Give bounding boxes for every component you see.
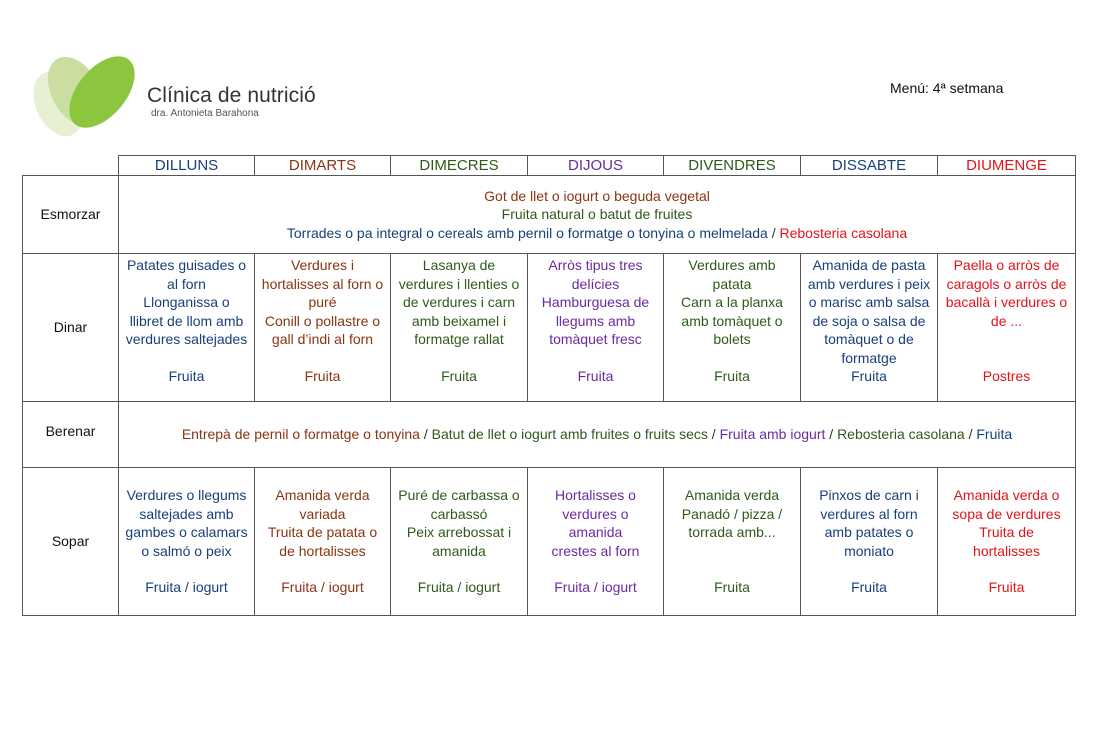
breakfast-separator: / (771, 224, 776, 241)
breakfast-cell (119, 176, 1076, 254)
meal-line: carbassó (430, 505, 488, 522)
row-label-lunch: Dinar (23, 254, 119, 402)
snack-row (23, 402, 1076, 468)
meal-line: verdures i llenties o (398, 275, 520, 292)
dessert-line: Fruita (714, 367, 750, 384)
meal-line: o marisc amb salsa (808, 294, 930, 310)
meal-line: Peix arrebossat i (406, 524, 512, 540)
meal-line: saltejades amb (139, 505, 234, 522)
breakfast-row (23, 176, 1076, 254)
meal-line: Amanida verda o (953, 487, 1060, 503)
snack-option: Entrepà de pernil o formatge o tonyina (181, 426, 420, 443)
dessert-line: Fruita / iogurt (145, 579, 228, 595)
meal-line: sopa de verdures (952, 505, 1061, 522)
leaf-logo (28, 52, 138, 138)
meal-line: llibret de llom amb (129, 312, 244, 329)
lunch-cell-thursday (528, 254, 664, 402)
meal-line: verdures al forn (820, 505, 918, 522)
dessert-line: Fruita (714, 579, 750, 595)
meal-line: Puré de carbassa o (398, 487, 520, 503)
meal-line: verdures o (562, 505, 629, 522)
snack-separator: / (964, 426, 977, 443)
snack-cell (119, 402, 1076, 468)
meal-line: llegums amb (555, 312, 636, 329)
day-header-saturday: DISSABTE (801, 156, 938, 176)
meal-line: amb beixamel i (411, 312, 507, 329)
lunch-row (23, 254, 1076, 402)
meal-line: Hamburguesa de (541, 294, 650, 310)
meal-line: Carn a la planxa (681, 294, 783, 310)
dinner-cell-thursday (528, 468, 664, 616)
meal-line: formatge rallat (414, 331, 504, 347)
dessert-line: Postres (982, 368, 1031, 384)
meal-line: crestes al forn (551, 542, 640, 559)
row-label-breakfast: Esmorzar (23, 176, 119, 254)
menu-week-title: Menú: 4ª setmana (890, 80, 1004, 96)
meal-line: Paella o arròs de (953, 257, 1060, 273)
meal-line: Truita de patata o (267, 524, 378, 540)
weekly-menu-table (22, 155, 1076, 616)
meal-line: patata (712, 275, 752, 292)
day-header-tuesday: DIMARTS (255, 156, 391, 176)
meal-line: al forn (167, 275, 206, 292)
meal-line: de ... (990, 312, 1023, 329)
meal-line: Verdures i (290, 257, 355, 273)
day-header-monday: DILLUNS (119, 156, 255, 176)
meal-line: Verdures o llegums (126, 487, 247, 503)
meal-line: verdures saltejades (125, 331, 248, 347)
meal-line: formatge (841, 349, 897, 366)
snack-option: Fruita (976, 426, 1013, 443)
dinner-cell-monday (119, 468, 255, 616)
meal-line: Amanida verda (275, 487, 370, 503)
dinner-cell-wednesday (391, 468, 528, 616)
dessert-line: Fruita (851, 579, 887, 595)
breakfast-line-2: Fruita natural o batut de fruites (501, 206, 693, 223)
meal-line: de soja o salsa de (812, 312, 926, 329)
meal-line: amb patates o (824, 524, 914, 540)
meal-line: hortalisses (973, 542, 1040, 559)
meal-line: caragols o arròs de (946, 275, 1067, 292)
lunch-cell-wednesday (391, 254, 528, 402)
dessert-line: Fruita (988, 579, 1025, 595)
meal-line: Patates guisades o (126, 257, 247, 273)
day-header-thursday: DIJOUS (528, 156, 664, 176)
dinner-cell-friday (664, 468, 801, 616)
meal-line: bolets (713, 331, 751, 347)
dessert-line: Fruita (441, 367, 477, 384)
lunch-cell-sunday (938, 254, 1076, 402)
day-header-friday: DIVENDRES (664, 156, 801, 176)
meal-line: puré (308, 294, 337, 310)
lunch-cell-friday (664, 254, 801, 402)
meal-line: Panadó / pizza / (681, 505, 783, 522)
dessert-line: Fruita / iogurt (281, 579, 364, 595)
meal-line: o salmó o peix (141, 542, 232, 559)
meal-line: Llonganissa o (143, 294, 230, 310)
meal-line: Amanida de pasta (812, 257, 926, 273)
meal-line: de hortalisses (279, 542, 366, 559)
meal-line: gambes o calamars (125, 524, 248, 540)
meal-line: hortalisses al forn o (261, 275, 384, 292)
meal-line: amb verdures i peix (807, 275, 931, 292)
corner-cell (23, 156, 119, 176)
meal-line: tomàquet fresc (549, 331, 642, 347)
lunch-cell-tuesday (255, 254, 391, 402)
meal-line: Lasanya de (422, 257, 496, 273)
days-header-row (23, 156, 1076, 176)
meal-line: Pinxos de carn i (819, 487, 919, 503)
meal-line: amanida (432, 542, 486, 559)
meal-line: amb tomàquet o (681, 312, 783, 329)
meal-line: Arròs tipus tres (548, 257, 643, 273)
meal-line: delícies (571, 275, 620, 292)
doctor-name: dra. Antonieta Barahona (151, 108, 259, 119)
dessert-line: Fruita / iogurt (417, 579, 501, 595)
dessert-line: Fruita (577, 367, 614, 384)
meal-line (670, 542, 794, 561)
clinic-name: Clínica de nutrició (147, 84, 316, 107)
meal-line: de verdures i carn (402, 294, 516, 310)
dessert-line: Fruita (851, 368, 887, 384)
meal-line: Verdures amb (688, 257, 776, 273)
row-label-snack: Berenar (23, 402, 119, 468)
dessert-line: Fruita (168, 367, 205, 384)
meal-line: moniato (844, 542, 894, 559)
breakfast-line-3-pastry: Rebosteria casolana (779, 224, 908, 241)
day-header-wednesday: DIMECRES (391, 156, 528, 176)
meal-line: Amanida verda (684, 487, 780, 503)
snack-separator: / (825, 426, 838, 443)
snack-separator: / (419, 426, 432, 443)
meal-line: Hortalisses o (555, 487, 636, 503)
breakfast-line-3 (119, 224, 1075, 243)
dinner-row (23, 468, 1076, 616)
lunch-cell-monday (119, 254, 255, 402)
dinner-cell-saturday (801, 468, 938, 616)
meal-line: tomàquet o de (824, 331, 914, 347)
snack-option: Batut de llet o iogurt amb fruites o fruits secs (431, 426, 708, 443)
snack-option: Fruita amb iogurt (719, 426, 826, 443)
meal-line: torrada amb... (688, 524, 776, 540)
meal-line: bacallà i verdures o (945, 294, 1068, 310)
dessert-line: Fruita (304, 367, 341, 384)
dessert-line: Fruita / iogurt (554, 579, 637, 595)
meal-line: Truita de (979, 524, 1034, 540)
breakfast-line-3-main: Torrades o pa integral o cereals amb pernil o formatge o tonyina o melmelada (286, 224, 768, 241)
dinner-cell-sunday (938, 468, 1076, 616)
snack-separator: / (707, 426, 720, 443)
meal-line: variada (299, 505, 346, 522)
row-label-dinner: Sopar (23, 468, 119, 616)
snack-option: Rebosteria casolana (837, 426, 965, 443)
lunch-cell-saturday (801, 254, 938, 402)
meal-line: gall d’indi al forn (271, 331, 374, 347)
dinner-cell-tuesday (255, 468, 391, 616)
breakfast-line-1: Got de llet o iogurt o beguda vegetal (484, 187, 710, 204)
meal-line: amanida (568, 524, 623, 540)
day-header-sunday: DIUMENGE (938, 156, 1076, 176)
meal-line: Conill o pollastre o (264, 312, 381, 329)
